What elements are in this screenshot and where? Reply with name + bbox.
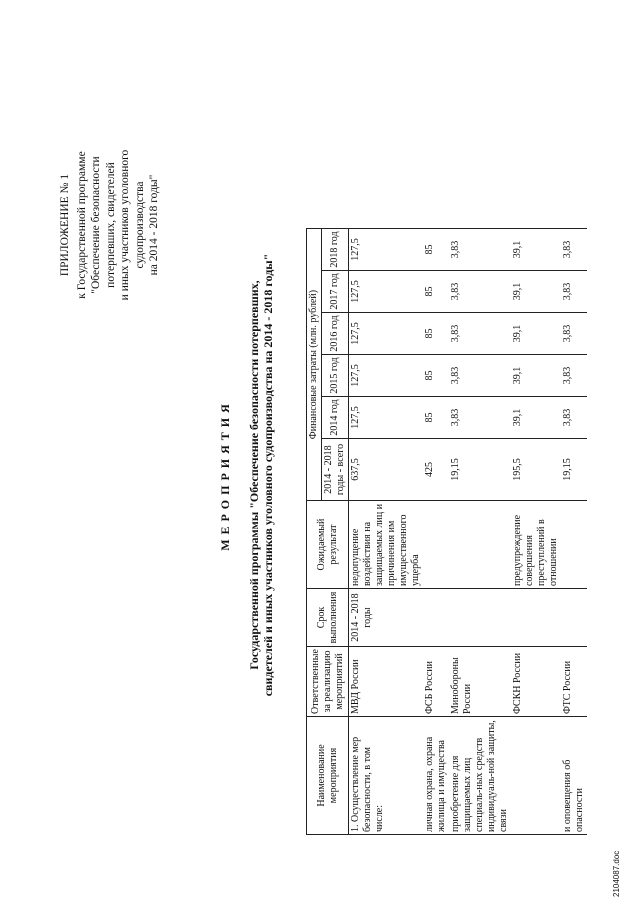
cell-responsible: МВД России bbox=[349, 647, 424, 717]
header-2018: 2018 год bbox=[322, 229, 349, 271]
cell-2014: 3,83 bbox=[449, 397, 511, 439]
cell-name bbox=[511, 717, 561, 835]
cell-name: приобретение для защищаемых лиц специаль-ных средств индивидуаль-ной защиты, связи bbox=[449, 717, 511, 835]
cell-2017: 39,1 bbox=[511, 271, 561, 313]
cell-2016: 127,5 bbox=[349, 313, 424, 355]
cell-2018: 39,1 bbox=[511, 229, 561, 271]
table-row bbox=[561, 229, 587, 835]
cell-total: 19,15 bbox=[561, 439, 587, 501]
cell-2016: 3,83 bbox=[449, 313, 511, 355]
table-row bbox=[511, 229, 561, 835]
cell-2016: 85 bbox=[423, 313, 449, 355]
heading-title: МЕРОПРИЯТИЯ bbox=[218, 399, 232, 551]
header-term: Срок выполнения bbox=[307, 589, 349, 647]
cell-total: 637,5 bbox=[349, 439, 424, 501]
cell-term bbox=[561, 589, 587, 647]
cell-result bbox=[561, 501, 587, 589]
cell-responsible: ФСБ России bbox=[423, 647, 449, 717]
cell-2014: 39,1 bbox=[511, 397, 561, 439]
header-2017: 2017 год bbox=[322, 271, 349, 313]
cell-name: и оповещения об опасности bbox=[561, 717, 587, 835]
cell-2018: 3,83 bbox=[561, 229, 587, 271]
heading-subtitle-line-1: Государственной программы "Обеспечение безопасности потерпевших, bbox=[247, 280, 261, 670]
cell-2016: 3,83 bbox=[561, 313, 587, 355]
header-2015: 2015 год bbox=[322, 355, 349, 397]
cell-responsible: Минобороны России bbox=[449, 647, 511, 717]
cell-2018: 3,83 bbox=[449, 229, 511, 271]
cell-2018: 85 bbox=[423, 229, 449, 271]
cell-responsible: ФСКН России bbox=[511, 647, 561, 717]
appendix-line: судопроизводства bbox=[133, 181, 146, 269]
document-heading bbox=[218, 195, 275, 755]
cell-2015: 39,1 bbox=[511, 355, 561, 397]
appendix-line: и иных участников уголовного bbox=[119, 149, 131, 301]
heading-subtitle-line-2: свидетелей и иных участников уголовного судопроизводства на 2014 - 2018 годы" bbox=[261, 253, 275, 697]
header-result: Ожидаемый результат bbox=[307, 501, 349, 589]
cell-term bbox=[423, 589, 449, 647]
appendix-line: "Обеспечение безопасности bbox=[90, 156, 102, 294]
cell-2017: 3,83 bbox=[561, 271, 587, 313]
cell-2015: 127,5 bbox=[349, 355, 424, 397]
cell-name: личная охрана, охрана жилища и имущества bbox=[423, 717, 449, 835]
cell-total: 195,5 bbox=[511, 439, 561, 501]
cell-term: 2014 - 2018 годы bbox=[349, 589, 424, 647]
cell-total: 425 bbox=[423, 439, 449, 501]
cell-2014: 85 bbox=[423, 397, 449, 439]
cell-term bbox=[511, 589, 561, 647]
header-responsible: Ответственные за реализацию мероприятий bbox=[307, 647, 349, 717]
cell-2016: 39,1 bbox=[511, 313, 561, 355]
cell-2015: 3,83 bbox=[449, 355, 511, 397]
cell-2015: 3,83 bbox=[561, 355, 587, 397]
cell-2017: 127,5 bbox=[349, 271, 424, 313]
header-financing: Финансовые затраты (млн. рублей) bbox=[307, 229, 322, 501]
appendix-line: потерпевших, свидетелей bbox=[104, 162, 117, 288]
cell-result: предупреждение совершения преступлений в отношении bbox=[511, 501, 561, 589]
cell-term bbox=[449, 589, 511, 647]
header-name: Наименование мероприятия bbox=[307, 717, 349, 835]
appendix-line: к Государственной программе bbox=[75, 151, 88, 299]
header-total: 2014 - 2018 годы - всего bbox=[322, 439, 349, 501]
header-2014: 2014 год bbox=[322, 397, 349, 439]
appendix-line: на 2014 - 2018 годы" bbox=[148, 174, 160, 276]
cell-2018: 127,5 bbox=[349, 229, 424, 271]
cell-result bbox=[423, 501, 449, 589]
cell-2014: 127,5 bbox=[349, 397, 424, 439]
cell-2017: 3,83 bbox=[449, 271, 511, 313]
table-row bbox=[449, 229, 511, 835]
cell-total: 19,15 bbox=[449, 439, 511, 501]
cell-result: недопущение воздействия на защищаемых лиц и причинения им имущественного ущерба bbox=[349, 501, 424, 589]
measures-table bbox=[306, 228, 587, 835]
cell-2015: 85 bbox=[423, 355, 449, 397]
cell-result bbox=[449, 501, 511, 589]
cell-2017: 85 bbox=[423, 271, 449, 313]
table-row bbox=[349, 229, 424, 835]
appendix-title: ПРИЛОЖЕНИЕ № 1 bbox=[59, 173, 71, 277]
cell-2014: 3,83 bbox=[561, 397, 587, 439]
cell-responsible: ФТС России bbox=[561, 647, 587, 717]
file-code: 2104087.doc bbox=[612, 850, 621, 897]
table-row bbox=[423, 229, 449, 835]
appendix-block bbox=[58, 60, 162, 390]
cell-name: 1. Осуществление мер безопасности, в том числе: bbox=[349, 717, 424, 835]
header-2016: 2016 год bbox=[322, 313, 349, 355]
table-header-row bbox=[307, 229, 322, 835]
